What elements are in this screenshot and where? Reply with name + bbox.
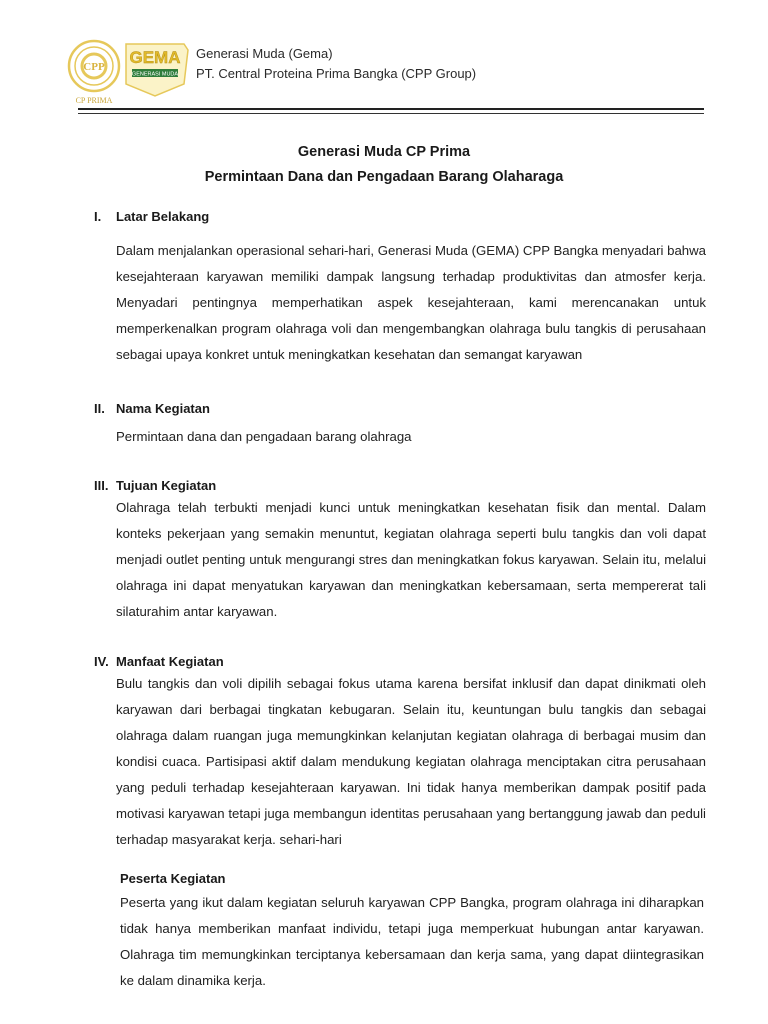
section-manfaat-kegiatan — [94, 654, 706, 853]
section-body: Bulu tangkis dan voli dipilih sebagai fokus utama karena bersifat inklusif dan dapat dinikmati oleh karyawan dari berbagai tingkatan kebugaran. Selain itu, keuntungan bulu tangkis dan sebagai olahraga dalam ruangan juga memungkinkan kelanjutan kegiatan olahraga di berbagai musim dan kondisi cuaca. Partisipasi aktif dalam mendukung kegiatan olahraga menciptakan citra perusahaan yang peduli terhadap kesejahteraan karyawan. Ini tidak hanya memberikan dampak positif pada motivasi karyawan tetapi juga membangun identitas perusahaan yang bertanggung jawab dan peduli terhadap masyarakat kerja. sehari-hari — [116, 676, 706, 847]
document-subtitle: Permintaan Dana dan Pengadaan Barang Olaharaga — [204, 169, 564, 185]
section-title: Tujuan Kegiatan — [116, 478, 217, 493]
section-number: III. — [94, 478, 109, 493]
section-title: Peserta Kegiatan — [120, 871, 226, 886]
section-heading — [94, 401, 706, 416]
badge-subtext: GENERASI MUDA — [131, 71, 179, 78]
section-body: Peserta yang ikut dalam kegiatan seluruh karyawan CPP Bangka, program olahraga ini diharapkan tidak hanya memberikan manfaat individu, tetapi juga memperkuat hubungan antar karyawan. Olahraga tim memungkinkan terciptanya kebersamaan dan kerja sama, yang dapat diintegrasikan ke dalam dinamika kerja. — [120, 895, 704, 988]
section-heading — [120, 871, 704, 886]
section-heading — [94, 209, 706, 224]
seal-caption: CP PRIMA — [75, 96, 113, 105]
company-logo — [64, 36, 192, 106]
section-body: Dalam menjalankan operasional sehari-hari, Generasi Muda (GEMA) CPP Bangka menyadari bahwa kesejahteraan karyawan memiliki dampak langsung terhadap produktivitas dan atmosfer kerja. Menyadari pentingnya memperhatikan aspek kesejahteraan, kami merencanakan untuk memperkenalkan program olahraga voli dan mengembangkan olahraga bulu tangkis di perusahaan sebagai upaya konkret untuk meningkatkan kesehatan dan semangat karyawan — [116, 243, 706, 362]
section-peserta-kegiatan — [120, 871, 704, 994]
cpp-seal-icon — [69, 41, 119, 105]
gema-badge-icon — [126, 44, 188, 96]
section-tujuan-kegiatan — [94, 478, 706, 625]
section-title: Nama Kegiatan — [116, 401, 210, 416]
section-heading — [94, 654, 706, 669]
header-divider-thin — [78, 113, 704, 114]
section-body: Permintaan dana dan pengadaan barang olahraga — [116, 429, 412, 444]
badge-text: GEMA — [129, 48, 181, 67]
section-title: Latar Belakang — [116, 209, 210, 224]
seal-text: CPP — [83, 61, 105, 73]
section-number: IV. — [94, 654, 109, 669]
document-title: Generasi Muda CP Prima — [297, 144, 471, 160]
header-divider-thick — [78, 108, 704, 110]
organization-header — [196, 44, 476, 84]
org-name-line: Generasi Muda (Gema) — [196, 46, 333, 61]
section-latar-belakang — [94, 209, 706, 368]
section-title: Manfaat Kegiatan — [116, 654, 224, 669]
section-number: II. — [94, 401, 105, 416]
section-nama-kegiatan — [94, 401, 706, 450]
section-body: Olahraga telah terbukti menjadi kunci untuk meningkatkan kesehatan fisik dan mental. Dalam konteks pekerjaan yang semakin menuntut, kegiatan olahraga seperti bulu tangkis dan voli dapat menjadi outlet penting untuk mengurangi stres dan meningkatkan fokus karyawan. Selain itu, melalui olahraga ini dapat menyatukan karyawan dan meningkatkan kebersamaan, serta mempererat tali silaturahim antar karyawan. — [116, 500, 706, 619]
section-number: I. — [94, 209, 102, 224]
org-company-line: PT. Central Proteina Prima Bangka (CPP Group) — [196, 66, 477, 81]
section-heading — [94, 478, 706, 493]
